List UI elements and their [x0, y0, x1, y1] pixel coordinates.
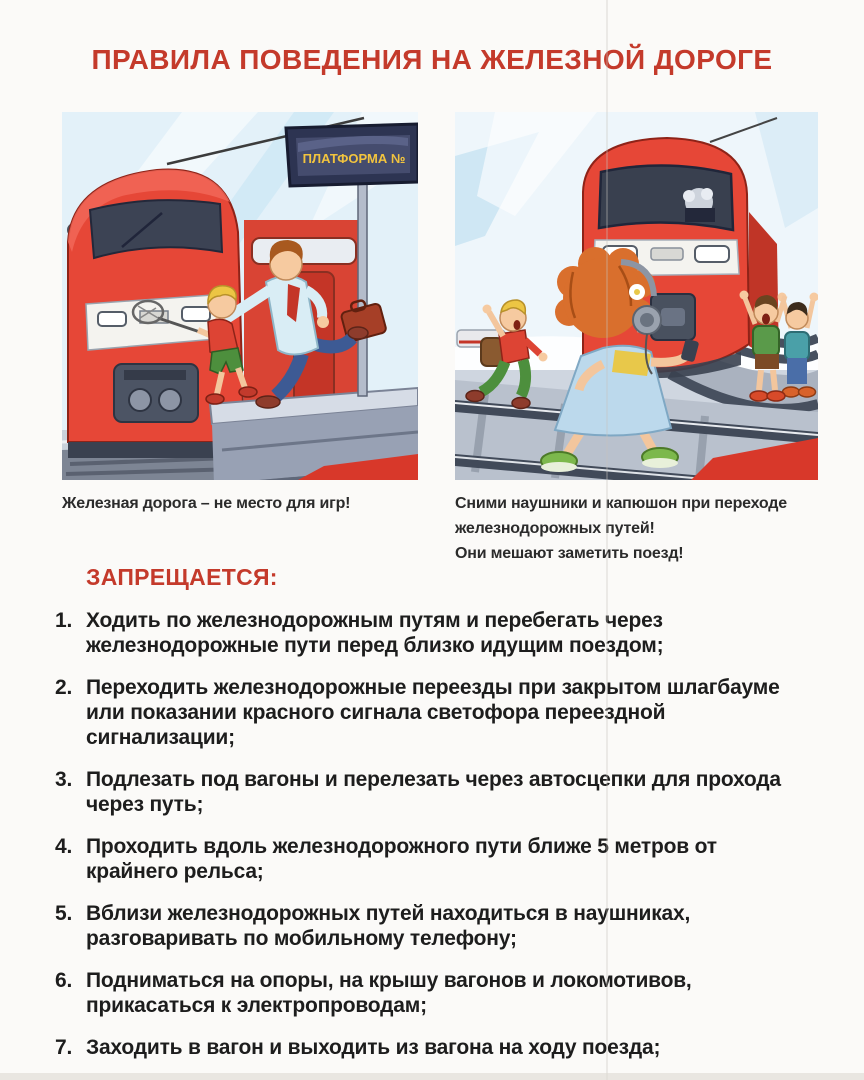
rule-item-5 [55, 901, 815, 951]
rule-item-3 [55, 767, 815, 817]
rule-text: Подниматься на опоры, на крышу вагонов и локомотивов, прикасаться к электропроводам; [86, 969, 692, 1017]
platform [210, 388, 418, 480]
prohibited-rules-list [55, 608, 815, 1077]
rule-item-6 [55, 968, 815, 1018]
rule-item-2 [55, 675, 815, 750]
rule-text: Заходить в вагон и выходить из вагона на ходу поезда; [86, 1036, 661, 1059]
rule-item-4 [55, 834, 815, 884]
rule-number: 4. [55, 835, 73, 858]
caption-left: Железная дорога – не место для игр! [62, 495, 351, 512]
rule-number: 7. [55, 1036, 73, 1059]
rule-number: 3. [55, 768, 73, 791]
rule-text: Вблизи железнодорожных путей находиться в наушниках, разговаривать по мобильному телефону; [86, 902, 691, 950]
rule-text: Проходить вдоль железнодорожного пути ближе 5 метров от крайнего рельса; [86, 835, 717, 883]
illustration-left-panel [62, 112, 418, 566]
rule-text: Подлезать под вагоны и перелезать через автосцепки для прохода через путь; [86, 768, 781, 816]
platform-scene-illustration [62, 112, 418, 480]
crossing-scene-illustration [455, 112, 818, 480]
caption-right-line-3: Они мешают заметить поезд! [455, 545, 684, 562]
page-bottom-edge [0, 1073, 864, 1080]
prohibited-heading: ЗАПРЕЩАЕТСЯ: [86, 564, 278, 590]
rule-text: Ходить по железнодорожным путям и перебегать через железнодорожные пути перед близко идущим поездом; [86, 609, 664, 657]
rule-text: Переходить железнодорожные переезды при закрытом шлагбауме или показании красного сигнала светофора переездной сигнализации; [86, 676, 780, 749]
illustrations-row [62, 112, 818, 566]
caption-right-line-2: железнодорожных путей! [455, 520, 655, 537]
rule-number: 5. [55, 902, 73, 925]
paper-fold-line [606, 0, 608, 1080]
poster-title: ПРАВИЛА ПОВЕДЕНИЯ НА ЖЕЛЕЗНОЙ ДОРОГЕ [91, 44, 773, 75]
rule-number: 2. [55, 676, 73, 699]
rule-number: 6. [55, 969, 73, 992]
rule-number: 1. [55, 609, 73, 632]
rule-item-7 [55, 1035, 815, 1060]
train-driver [683, 188, 715, 222]
caption-right-line-1: Сними наушники и капюшон при переходе [455, 495, 787, 512]
illustration-right-panel [455, 112, 818, 566]
platform-sign-label: ПЛАТФОРМА № [302, 151, 406, 166]
rule-item-1 [55, 608, 815, 658]
caption-right [455, 491, 818, 566]
